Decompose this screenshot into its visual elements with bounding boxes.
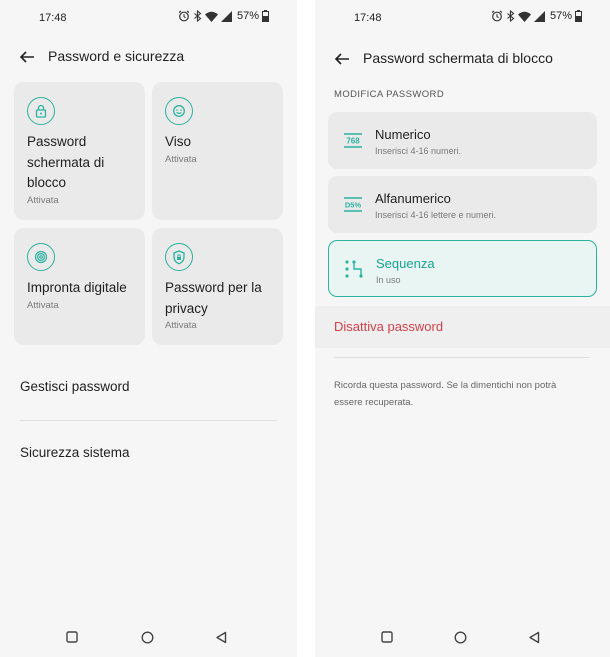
card-fingerprint[interactable]: [14, 228, 145, 345]
back-nav-icon[interactable]: [213, 629, 229, 645]
battery-icon: [262, 10, 269, 22]
home-icon[interactable]: [452, 629, 468, 645]
lock-icon: [27, 97, 55, 125]
option-title: Numerico: [375, 127, 431, 142]
pattern-icon: [344, 259, 364, 279]
recents-icon[interactable]: [64, 629, 80, 645]
privacy-shield-icon: [165, 243, 193, 271]
disable-password-label: Disattiva password: [334, 319, 444, 334]
option-numeric[interactable]: [328, 112, 597, 169]
status-bar: [315, 0, 610, 34]
battery-percent: 57%: [549, 10, 572, 22]
app-bar: [0, 44, 297, 70]
password-note: Ricorda questa password. Se la dimentichi non potrà essere recuperata.: [334, 380, 557, 408]
disable-password-row[interactable]: [315, 306, 610, 348]
back-arrow-icon[interactable]: [333, 50, 351, 68]
card-label: Password schermata di blocco: [27, 134, 105, 190]
signal-icon: [221, 11, 232, 22]
wifi-icon: [205, 11, 218, 22]
card-privacy-password[interactable]: [152, 228, 283, 345]
clock: 17:48: [354, 12, 382, 24]
card-status: Attivata: [165, 154, 197, 165]
card-face[interactable]: [152, 82, 283, 220]
section-header: MODIFICA PASSWORD: [334, 89, 445, 100]
clock: 17:48: [39, 12, 67, 24]
card-lockscreen-password[interactable]: [14, 82, 145, 220]
option-title: Sequenza: [376, 256, 435, 271]
card-status: Attivata: [27, 195, 59, 206]
menu-system-security[interactable]: Sicurezza sistema: [20, 445, 130, 460]
battery-percent: 57%: [236, 10, 259, 22]
alphanumeric-icon-text: D5%: [344, 200, 362, 210]
option-subtitle: In uso: [376, 275, 401, 285]
battery-icon: [575, 10, 582, 22]
left-screen: [0, 0, 297, 657]
recents-icon[interactable]: [379, 629, 395, 645]
back-nav-icon[interactable]: [526, 629, 542, 645]
signal-icon: [534, 11, 545, 22]
fingerprint-icon: [27, 243, 55, 271]
right-screen: [315, 0, 610, 657]
card-label: Password per la privacy: [165, 280, 262, 316]
status-bar: [0, 0, 297, 34]
option-alphanumeric[interactable]: [328, 176, 597, 233]
card-status: Attivata: [27, 300, 59, 311]
numeric-768-icon: [343, 130, 363, 150]
menu-manage-passwords[interactable]: Gestisci password: [20, 379, 130, 394]
option-title: Alfanumerico: [375, 191, 451, 206]
card-label: Viso: [165, 134, 192, 149]
option-subtitle: Inserisci 4-16 numeri.: [375, 146, 462, 156]
face-icon: [165, 97, 193, 125]
divider: [20, 420, 277, 421]
nav-bar: [315, 617, 610, 657]
home-icon[interactable]: [139, 629, 155, 645]
bluetooth-icon: [506, 10, 515, 22]
wifi-icon: [518, 11, 531, 22]
option-pattern[interactable]: [328, 240, 597, 297]
alarm-icon: [491, 10, 503, 22]
option-subtitle: Inserisci 4-16 lettere e numeri.: [375, 210, 497, 220]
page-title: Password schermata di blocco: [363, 50, 553, 66]
card-status: Attivata: [165, 320, 197, 331]
alarm-icon: [178, 10, 190, 22]
card-label: Impronta digitale: [27, 280, 127, 295]
divider: [334, 357, 589, 358]
numeric-icon-text: 768: [346, 136, 360, 146]
nav-bar: [0, 617, 297, 657]
bluetooth-icon: [193, 10, 202, 22]
alphanumeric-icon: [343, 194, 363, 214]
back-arrow-icon[interactable]: [18, 48, 36, 66]
app-bar: [315, 46, 610, 72]
page-title: Password e sicurezza: [48, 48, 185, 64]
